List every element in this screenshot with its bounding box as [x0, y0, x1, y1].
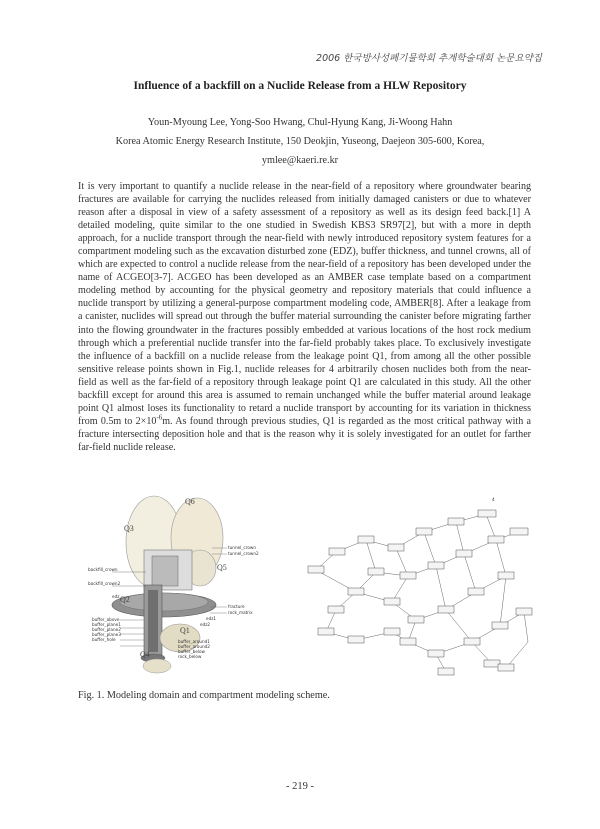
page-number: - 219 - — [286, 781, 314, 792]
conference-header: 2006 한국방사성폐기물학회 추계학술대회 논문요약집 — [316, 53, 542, 64]
label-buffer-hole: buffer_hole — [92, 637, 116, 642]
label-edz2: edz2 — [200, 622, 211, 627]
q3-label: Q3 — [124, 524, 134, 533]
label-buffer-around1: buffer_around1 — [178, 639, 210, 644]
author-email: ymlee@kaeri.re.kr — [261, 155, 339, 166]
q1-label: Q1 — [180, 626, 190, 635]
q4-label: Q4 — [140, 650, 150, 659]
compartment-network-drawing — [296, 492, 536, 682]
network-nodes — [308, 510, 532, 675]
label-backfill-crown: backfill_crown — [88, 567, 118, 572]
scheme-top-label: 4 — [492, 497, 495, 502]
label-backfill-crown2: backfill_crown2 — [88, 581, 121, 586]
label-buffer-plane3: buffer_plane3 — [92, 632, 121, 637]
q4-region — [143, 659, 171, 673]
label-edz: edz — [112, 594, 120, 599]
label-edz1: edz1 — [206, 616, 217, 621]
label-fracture: fracture — [228, 604, 245, 609]
paper-title: Influence of a backfill on a Nuclide Release from a HLW Repository — [133, 80, 467, 92]
compartment-scheme-figure — [296, 492, 536, 682]
label-buffer-below: buffer_below — [178, 649, 205, 654]
q5-label: Q5 — [217, 563, 227, 572]
label-buffer-around2: buffer_around2 — [178, 644, 210, 649]
label-buffer-plane1: buffer_plane1 — [92, 622, 121, 627]
q6-label: Q6 — [185, 497, 195, 506]
label-buffer-plane2: buffer_plane2 — [92, 627, 121, 632]
figure-caption: Fig. 1. Modeling domain and compartment modeling scheme. — [78, 690, 330, 701]
q2-label: Q2 — [120, 595, 130, 604]
label-rock-matrix: rock_matrix — [228, 610, 253, 615]
modeling-domain-figure — [82, 490, 292, 675]
label-rock-below: rock_below — [178, 654, 202, 659]
label-tunnel-crown2: tunnel_crown2 — [228, 551, 259, 556]
exponent: -6 — [156, 413, 163, 422]
body-text-part2: m. As found through previous studies, Q1 is regarded as the most critical pathway with a fracture intersecting deposition hole and that is the reason why it is solely investigated for an outlet for farther far-field nuclide release. — [78, 415, 531, 453]
modeling-domain-drawing — [82, 490, 292, 675]
body-text-part1: It is very important to quantify a nuclide release in the near-field of a repository where groundwater bearing fractures are available for carrying the nuclides released from initially damaged canisters or due to whatever reason after a disposal in view of a safety assessment of a repository as well as its design feed back.[1] A detailed modeling, quite similar to the one studied in Swedish KBS3 SR97[2], but with a more in depth approach, for a nuclide transport through the near-field with newly introduced repository system features for a compartment modeling such as the excavation disturbed zone (EDZ), buffer thickness, and tunnel crowns, all of which are expected to control a nuclide release from the near-field of a repository has been developed under the name of ACGEO[3-7]. ACGEO has been developed as an AMBER case template based on a compartment modeling method by accounting for the physical geometry and repository materials that could influence a nuclide transport by utilizing a general-purpose compartment modeling code, AMBER[8]. After a leakage from a canister, nuclides will spread out through the buffer material surrounding the canister before migrating farther into the flowing groundwater in the fractures possibly embedded at various locations of the host rock medium through which a preferential nuclide transfer into the far-field probably takes place. To exclusively investigate the influence of a backfill on a nuclide release from the leakage point Q1, from among all the other possible sensitive release points shown in Fig.1, nuclide releases for 4 arbitrarily chosen nuclides both from the near-field as well as the far-field of a repository through leakage point Q1 are calculated in this study. All the other backfill except for around this area is assumed to remain unchanged while the buffer material around leakage point Q1 almost loses its functionality to retard a nuclide transport by accounting for its variation in thickness from 0.5m to 2×10 — [78, 181, 531, 427]
label-tunnel-crown: tunnel_crown — [228, 545, 257, 550]
affiliation: Korea Atomic Energy Research Institute, 150 Deokjin, Yuseong, Daejeon 305-600, Korea, — [115, 136, 485, 147]
label-buffer-above: buffer_above — [92, 617, 120, 622]
author-list: Youn-Myoung Lee, Yong-Soo Hwang, Chul-Hyung Kang, Ji-Woong Hahn — [147, 117, 453, 128]
abstract-body — [78, 180, 531, 454]
